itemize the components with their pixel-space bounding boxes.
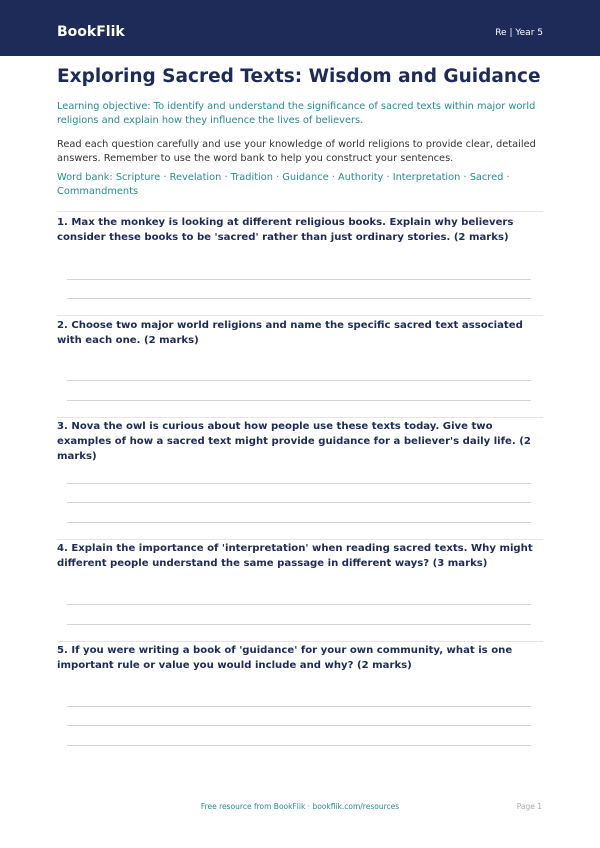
section-divider [57,211,543,212]
question-5: 5. If you were writing a book of 'guidance' for your own community, what is one important rule or value you would include and why? (2 marks) [57,645,513,671]
question-4: 4. Explain the importance of 'interpretation' when reading sacred texts. Why might different people understand the same passage in different ways? (3 marks) [57,543,533,569]
answer-line-q3-3[interactable] [67,522,531,523]
answer-line-q5-1[interactable] [67,706,531,707]
page-number: Page 1 [516,802,542,811]
answer-line-q1-2[interactable] [67,298,531,299]
word-bank: Word bank: Scripture · Revelation · Tradition · Guidance · Authority · Interpretation · Sacred · Commandments [57,172,510,197]
question-2: 2. Choose two major world religions and name the specific sacred text associated with each one. (2 marks) [57,320,523,346]
answer-line-q4-1[interactable] [67,604,531,605]
answer-line-q2-1[interactable] [67,380,531,381]
worksheet-title: Exploring Sacred Texts: Wisdom and Guidance [57,66,541,87]
learning-objective: Learning objective: To identify and understand the significance of sacred texts within major world religions and explain how they influence the lives of believers. [57,101,536,126]
section-divider [57,315,543,316]
answer-line-q3-1[interactable] [67,483,531,484]
answer-line-q4-2[interactable] [67,624,531,625]
answer-line-q3-2[interactable] [67,502,531,503]
brand-logo[interactable]: BookFlik [57,24,125,40]
answer-line-q5-2[interactable] [67,725,531,726]
answer-line-q1-1[interactable] [67,279,531,280]
answer-line-q5-3[interactable] [67,745,531,746]
footer-resource-link[interactable]: Free resource from BookFlik · bookflik.com/resources [200,802,400,811]
answer-line-q2-2[interactable] [67,400,531,401]
page-header [0,0,600,56]
question-1: 1. Max the monkey is looking at different religious books. Explain why believers consider these books to be 'sacred' rather than just ordinary stories. (2 marks) [57,217,514,243]
subject-year-label: Re | Year 5 [495,28,543,38]
question-3: 3. Nova the owl is curious about how people use these texts today. Give two examples of how a sacred text might provide guidance for a believer's daily life. (2 marks) [57,421,531,462]
section-divider [57,417,543,418]
section-divider [57,539,543,540]
instructions: Read each question carefully and use your knowledge of world religions to provide clear, detailed answers. Remember to use the word bank to help you construct your sentences. [57,139,536,164]
section-divider [57,641,543,642]
